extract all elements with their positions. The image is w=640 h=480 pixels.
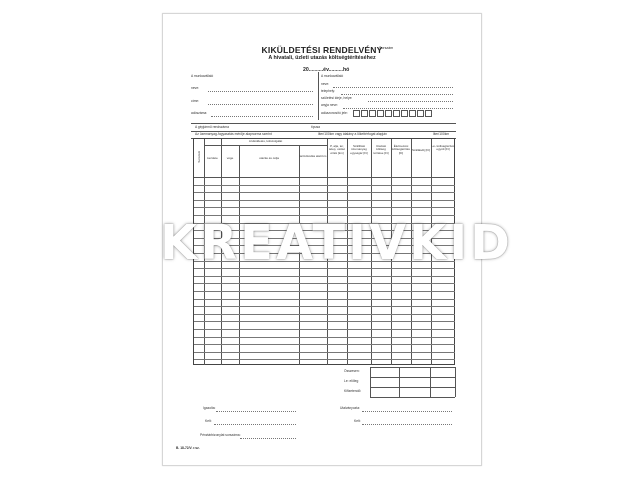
col-header-total: Lé- költségtérítés együtt [Ft] [431, 144, 455, 152]
taxid-box [417, 110, 424, 117]
table-row-line [194, 344, 455, 345]
fuel-label: Az üzemanyag-fogyasztás mérője alapnorma szerint [195, 132, 272, 136]
vehicle-type-label: típusa [311, 125, 320, 129]
right-label-mother: anyja neve: [321, 103, 338, 107]
table-row-line [194, 291, 455, 292]
col-header-km: P, alja, ter, telep, utolsó érték [km] [328, 144, 346, 155]
right-name-line [333, 87, 453, 88]
taxid-box [361, 110, 368, 117]
taxid-box [369, 110, 376, 117]
receipt-line [240, 438, 296, 439]
col-header-group: A kiküldetés, külszolgálat [248, 139, 283, 143]
table-group-line [204, 145, 327, 146]
col-header-purpose: utazás és célja [259, 156, 279, 160]
col-header-travel-cost: Utazási költség térítése [Ft] [373, 144, 389, 155]
table-row-line [194, 192, 455, 193]
serial-label: Sorszám [379, 46, 394, 50]
fuel-unit-label: liter/100km [433, 132, 450, 136]
table-row-line [194, 200, 455, 201]
taxid-box [393, 110, 400, 117]
right-mother-line [343, 108, 453, 109]
table-row-line [194, 185, 455, 186]
right-label-site: telephely: [321, 89, 336, 93]
totals-mid-line [430, 367, 431, 397]
payable-label: Kifizetendő: [344, 389, 362, 393]
date-right-label: Kelt: [354, 419, 361, 423]
col-header-fuel-price: Szállítási üzemanyag egységár [Ft] [350, 144, 368, 155]
watermark-text: KREATIVKID [160, 215, 514, 271]
taxid-box [409, 110, 416, 117]
left-label-address: címe: [191, 99, 200, 103]
table-row-line [194, 306, 455, 307]
table-row-line [194, 352, 455, 353]
form-code: B. 18-72/V. r.sz. [176, 446, 200, 450]
left-name-line [208, 91, 313, 92]
payable-line [370, 387, 455, 388]
advance-line [370, 377, 455, 378]
vehicle-label: A gépjármű rendszáma [195, 125, 229, 129]
left-tax-line [211, 116, 313, 117]
totals-right-line [455, 367, 456, 397]
right-birth-line [368, 101, 453, 102]
date-line: 20..........év..........hó [303, 67, 350, 73]
form-subtitle: A hivatali, üzleti utazás költségtérítéséhez [268, 55, 376, 61]
date-left-line [214, 424, 296, 425]
col-header-stay: tartózkodás alatt km [299, 154, 327, 158]
approved-line [216, 411, 296, 412]
taxid-box [385, 110, 392, 117]
right-label-taxid: adóazonosító jele: [321, 111, 348, 115]
date-left-label: Kelt: [205, 419, 212, 423]
table-row-line [194, 299, 455, 300]
taxid-box [353, 110, 360, 117]
table-row-line [194, 321, 455, 322]
approved-label: Igazolta: [203, 406, 216, 410]
left-address-line [208, 104, 313, 105]
advance-label: Le: előleg [344, 379, 359, 383]
right-label-employee: A munkavállaló [321, 74, 344, 78]
receipt-label: Pénztárbizonylat sorszáma: [200, 433, 241, 437]
date-right-line [362, 424, 452, 425]
taxid-box [401, 110, 408, 117]
taxid-box [425, 110, 432, 117]
field-divider [318, 72, 319, 120]
col-header-serial: Sorszám [197, 150, 202, 163]
vehicle-top-line [191, 123, 456, 124]
authorized-line [362, 411, 452, 412]
left-label-name: neve: [191, 86, 200, 90]
authorized-label: Utalványozta: [340, 406, 360, 410]
table-row-line [194, 337, 455, 338]
left-label-tax: adószáma: [191, 111, 208, 115]
watermark [160, 214, 514, 272]
right-site-line [341, 94, 453, 95]
table-row-line [194, 359, 455, 360]
total-label: Összesen: [344, 369, 360, 373]
col-header-start: kezdete [207, 156, 218, 160]
form-title: KIKÜLDETÉSI RENDELVÉNY [261, 45, 383, 55]
right-label-name: neve: [321, 82, 330, 86]
table-row-line [194, 329, 455, 330]
totals-left-line [370, 367, 371, 397]
table-header-line [194, 177, 455, 178]
col-header-meal-cost: Élelmezési költségtérítés [Ft] [392, 144, 410, 155]
table-row-line [194, 207, 455, 208]
table-row-line [194, 276, 455, 277]
table-row-line [194, 283, 455, 284]
right-label-birth: születési ideje, helye: [321, 96, 353, 100]
col-header-lodging: Szállásdíj [Ft] [411, 148, 430, 152]
taxid-box [377, 110, 384, 117]
totals-mid-line [399, 367, 400, 397]
payable-bottom-line [370, 397, 455, 398]
table-row-line [194, 314, 455, 315]
fuel-norm-label: liter/100km vagy átalány a lőkettérfogat alapján [318, 132, 387, 136]
left-label-employee: A munkavállaló [191, 74, 214, 78]
total-line [370, 367, 455, 368]
col-header-end: vége [226, 156, 234, 160]
